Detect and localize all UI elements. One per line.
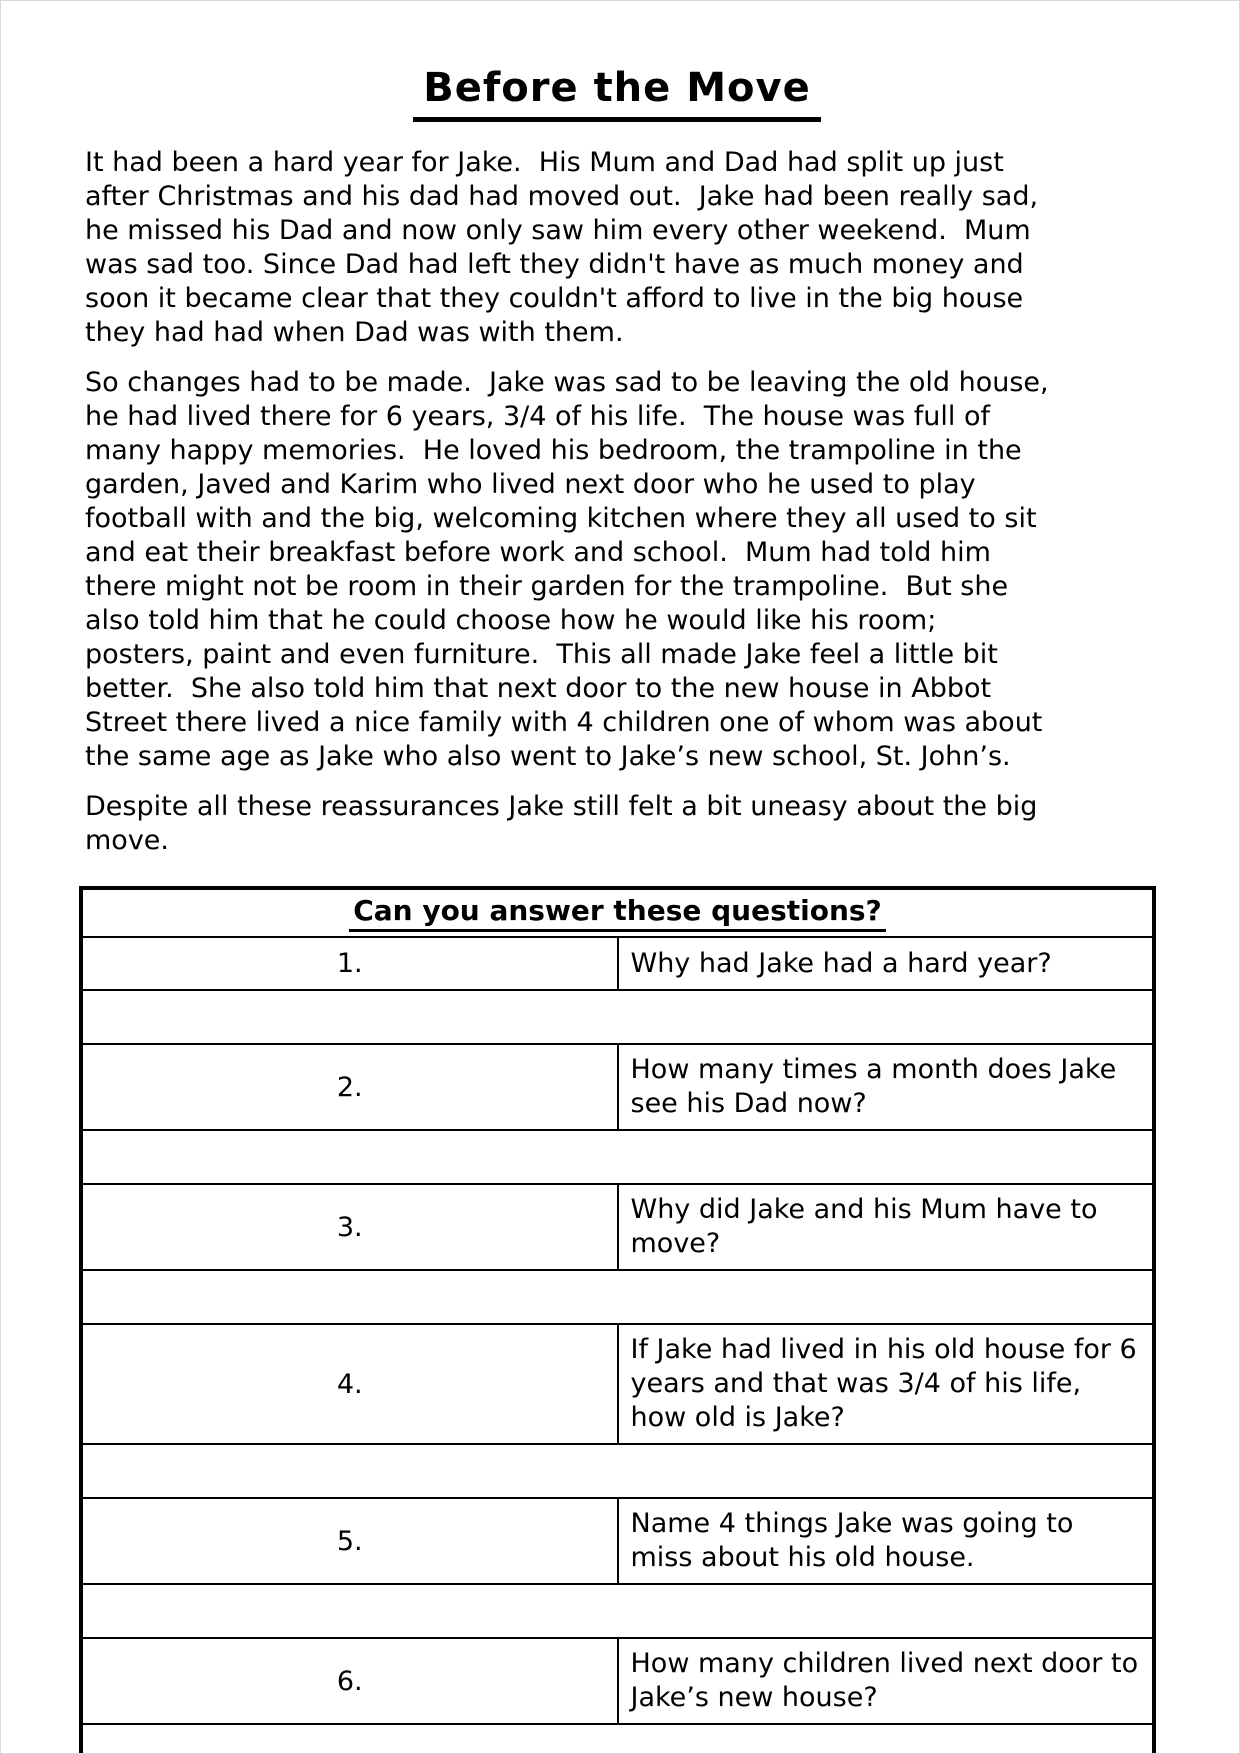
- answer-row-6: [81, 1724, 1154, 1754]
- question-number-4: 4.: [81, 1324, 618, 1444]
- question-row-3: [81, 1184, 1154, 1270]
- question-number-6: 6.: [81, 1638, 618, 1724]
- answer-cell-4: [81, 1444, 1154, 1498]
- answer-row-4: [81, 1444, 1154, 1498]
- question-text-5: Name 4 things Jake was going to miss about his old house.: [618, 1498, 1155, 1584]
- answer-row-5: [81, 1584, 1154, 1638]
- question-number-3: 3.: [81, 1184, 618, 1270]
- question-row-2: [81, 1044, 1154, 1130]
- title-container: [79, 65, 1155, 122]
- answer-cell-5: [81, 1584, 1154, 1638]
- question-number-2: 2.: [81, 1044, 618, 1130]
- answer-row-3: [81, 1270, 1154, 1324]
- page-title: Before the Move: [413, 65, 820, 122]
- question-row-6: [81, 1638, 1154, 1724]
- story-paragraph-3: Despite all these reassurances Jake still felt a bit uneasy about the big move.: [85, 791, 1046, 856]
- question-row-4: [81, 1324, 1154, 1444]
- question-text-2: How many times a month does Jake see his Dad now?: [618, 1044, 1155, 1130]
- question-number-1: 1.: [81, 937, 618, 990]
- question-text-4: If Jake had lived in his old house for 6 years and that was 3/4 of his life, how old is Jake?: [618, 1324, 1155, 1444]
- question-text-3: Why did Jake and his Mum have to move?: [618, 1184, 1155, 1270]
- story-text: [79, 146, 1155, 858]
- answer-cell-3: [81, 1270, 1154, 1324]
- answer-cell-6: [81, 1724, 1154, 1754]
- question-row-1: [81, 937, 1154, 990]
- question-row-5: [81, 1498, 1154, 1584]
- story-paragraph-1: It had been a hard year for Jake. His Mum and Dad had split up just after Christmas and his dad had moved out. Jake had been really sad, he missed his Dad and now only saw him every other weekend. Mum was sad too. Since Dad had left they didn't have as much money and soon it became clear that they couldn't afford to live in the big house they had had when Dad was with them.: [85, 147, 1047, 348]
- question-text-1: Why had Jake had a hard year?: [618, 937, 1155, 990]
- story-paragraph-2: So changes had to be made. Jake was sad to be leaving the old house, he had lived there for 6 years, 3/4 of his life. The house was full of many happy memories. He loved his bedroom, the trampoline in the garden, Javed and Karim who lived next door who he used to play football with and the big, welcoming kitchen where they all used to sit and eat their breakfast before work and school. Mum had told him there might not be room in their garden for the trampoline. But she also told him that he could choose how he would like his room; posters, paint and even furniture. This all made Jake feel a little bit better. She also told him that next door to the new house in Abbot Street there lived a nice family with 4 children one of whom was about the same age as Jake who also went to Jake’s new school, St. John’s.: [85, 367, 1058, 772]
- answer-cell-2: [81, 1130, 1154, 1184]
- table-header-text: Can you answer these questions?: [349, 894, 886, 932]
- question-text-6: How many children lived next door to Jake’s new house?: [618, 1638, 1155, 1724]
- table-header-row: [81, 888, 1154, 937]
- answer-row-1: [81, 990, 1154, 1044]
- answer-cell-1: [81, 990, 1154, 1044]
- answer-row-2: [81, 1130, 1154, 1184]
- questions-table: [79, 886, 1156, 1754]
- table-header-cell: [81, 888, 1154, 937]
- question-number-5: 5.: [81, 1498, 618, 1584]
